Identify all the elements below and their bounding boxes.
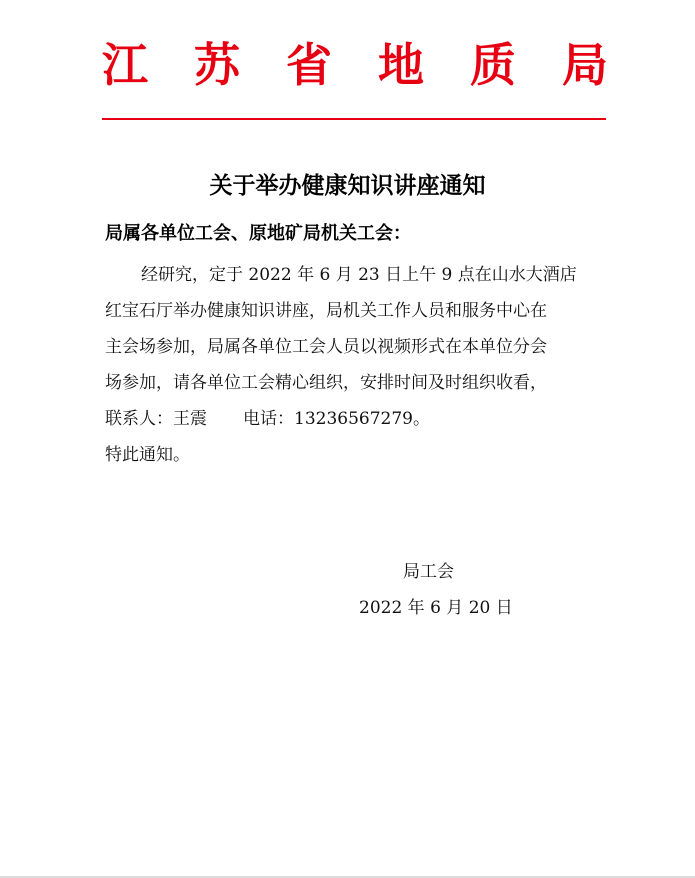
body-line: 场参加，请各单位工会精心组织，安排时间及时组织收看， — [105, 373, 547, 393]
closing-line: 特此通知。 — [105, 445, 190, 465]
signature-date: 2022 年 6 月 20 日 — [359, 598, 513, 618]
org-letterhead-char: 地 — [378, 38, 424, 92]
org-letterhead-char: 质 — [470, 38, 516, 92]
body-line: 红宝石厅举办健康知识讲座，局机关工作人员和服务中心在 — [105, 301, 547, 321]
contact-person: 联系人：王震 — [105, 409, 207, 429]
body-line: 主会场参加，局属各单位工会人员以视频形式在本单位分会 — [105, 337, 547, 357]
org-letterhead — [102, 38, 608, 92]
letterhead-divider — [102, 118, 606, 120]
notice-body — [105, 257, 605, 473]
body-line: 经研究，定于 2022 年 6 月 23 日上午 9 点在山水大酒店 — [141, 265, 577, 285]
org-letterhead-char: 江 — [102, 38, 148, 92]
org-letterhead-char: 局 — [562, 38, 608, 92]
org-letterhead-char: 苏 — [194, 38, 240, 92]
contact-line — [105, 401, 605, 437]
notice-recipients: 局属各单位工会、原地矿局机关工会： — [105, 223, 411, 244]
notice-title: 关于举办健康知识讲座通知 — [209, 173, 486, 199]
org-letterhead-char: 省 — [286, 38, 332, 92]
signature-signer: 局工会 — [403, 562, 454, 582]
contact-phone: 电话：13236567279。 — [243, 409, 430, 429]
